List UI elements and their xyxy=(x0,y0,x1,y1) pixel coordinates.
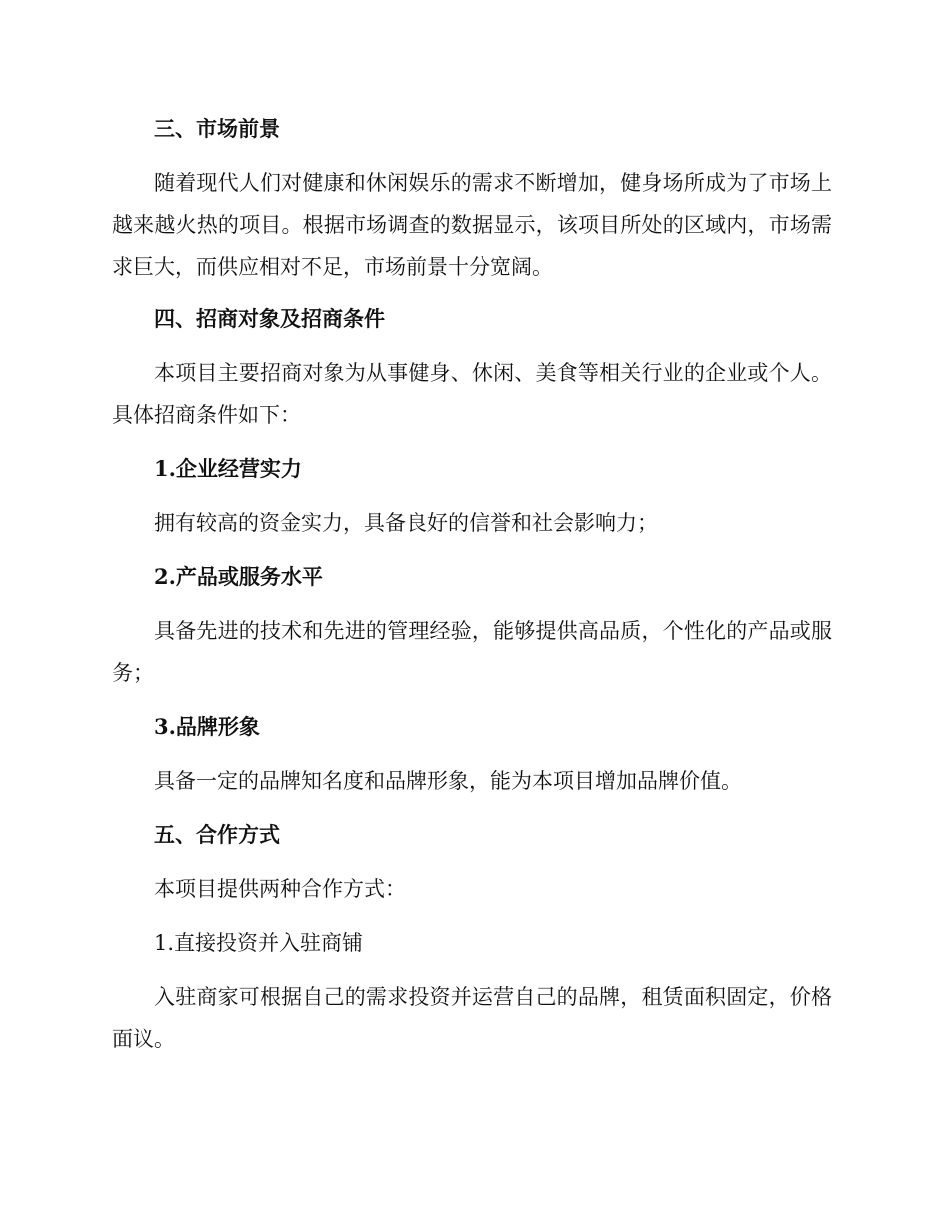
method-text-1: 入驻商家可根据自己的需求投资并运营自己的品牌，租赁面积固定，价格面议。 xyxy=(112,985,832,1051)
document-page xyxy=(112,108,832,1060)
condition-text-1: 拥有较高的资金实力，具备良好的信誉和社会影响力； xyxy=(154,511,658,535)
condition-text-2: 具备先进的技术和先进的管理经验，能够提供高品质，个性化的产品或服务； xyxy=(112,619,832,685)
section-heading-market: 三、市场前景 xyxy=(154,116,280,141)
condition-text-3: 具备一定的品牌知名度和品牌形象，能为本项目增加品牌价值。 xyxy=(154,769,742,793)
condition-heading-2: 2.产品或服务水平 xyxy=(154,564,323,589)
condition-heading-3: 3.品牌形象 xyxy=(154,714,260,739)
section-paragraph-market: 随着现代人们对健康和休闲娱乐的需求不断增加，健身场所成为了市场上越来越火热的项目。根据市场调查的数据显示，该项目所处的区域内，市场需求巨大，而供应相对不足，市场前景十分宽阔。 xyxy=(112,171,832,279)
method-heading-1: 1.直接投资并入驻商铺 xyxy=(154,931,364,955)
section-heading-investment: 四、招商对象及招商条件 xyxy=(154,306,385,331)
condition-heading-1: 1.企业经营实力 xyxy=(154,456,302,481)
section-paragraph-investment: 本项目主要招商对象为从事健身、休闲、美食等相关行业的企业或个人。具体招商条件如下： xyxy=(112,361,832,427)
section-heading-cooperation: 五、合作方式 xyxy=(154,822,280,847)
section-paragraph-cooperation: 本项目提供两种合作方式： xyxy=(154,877,406,901)
